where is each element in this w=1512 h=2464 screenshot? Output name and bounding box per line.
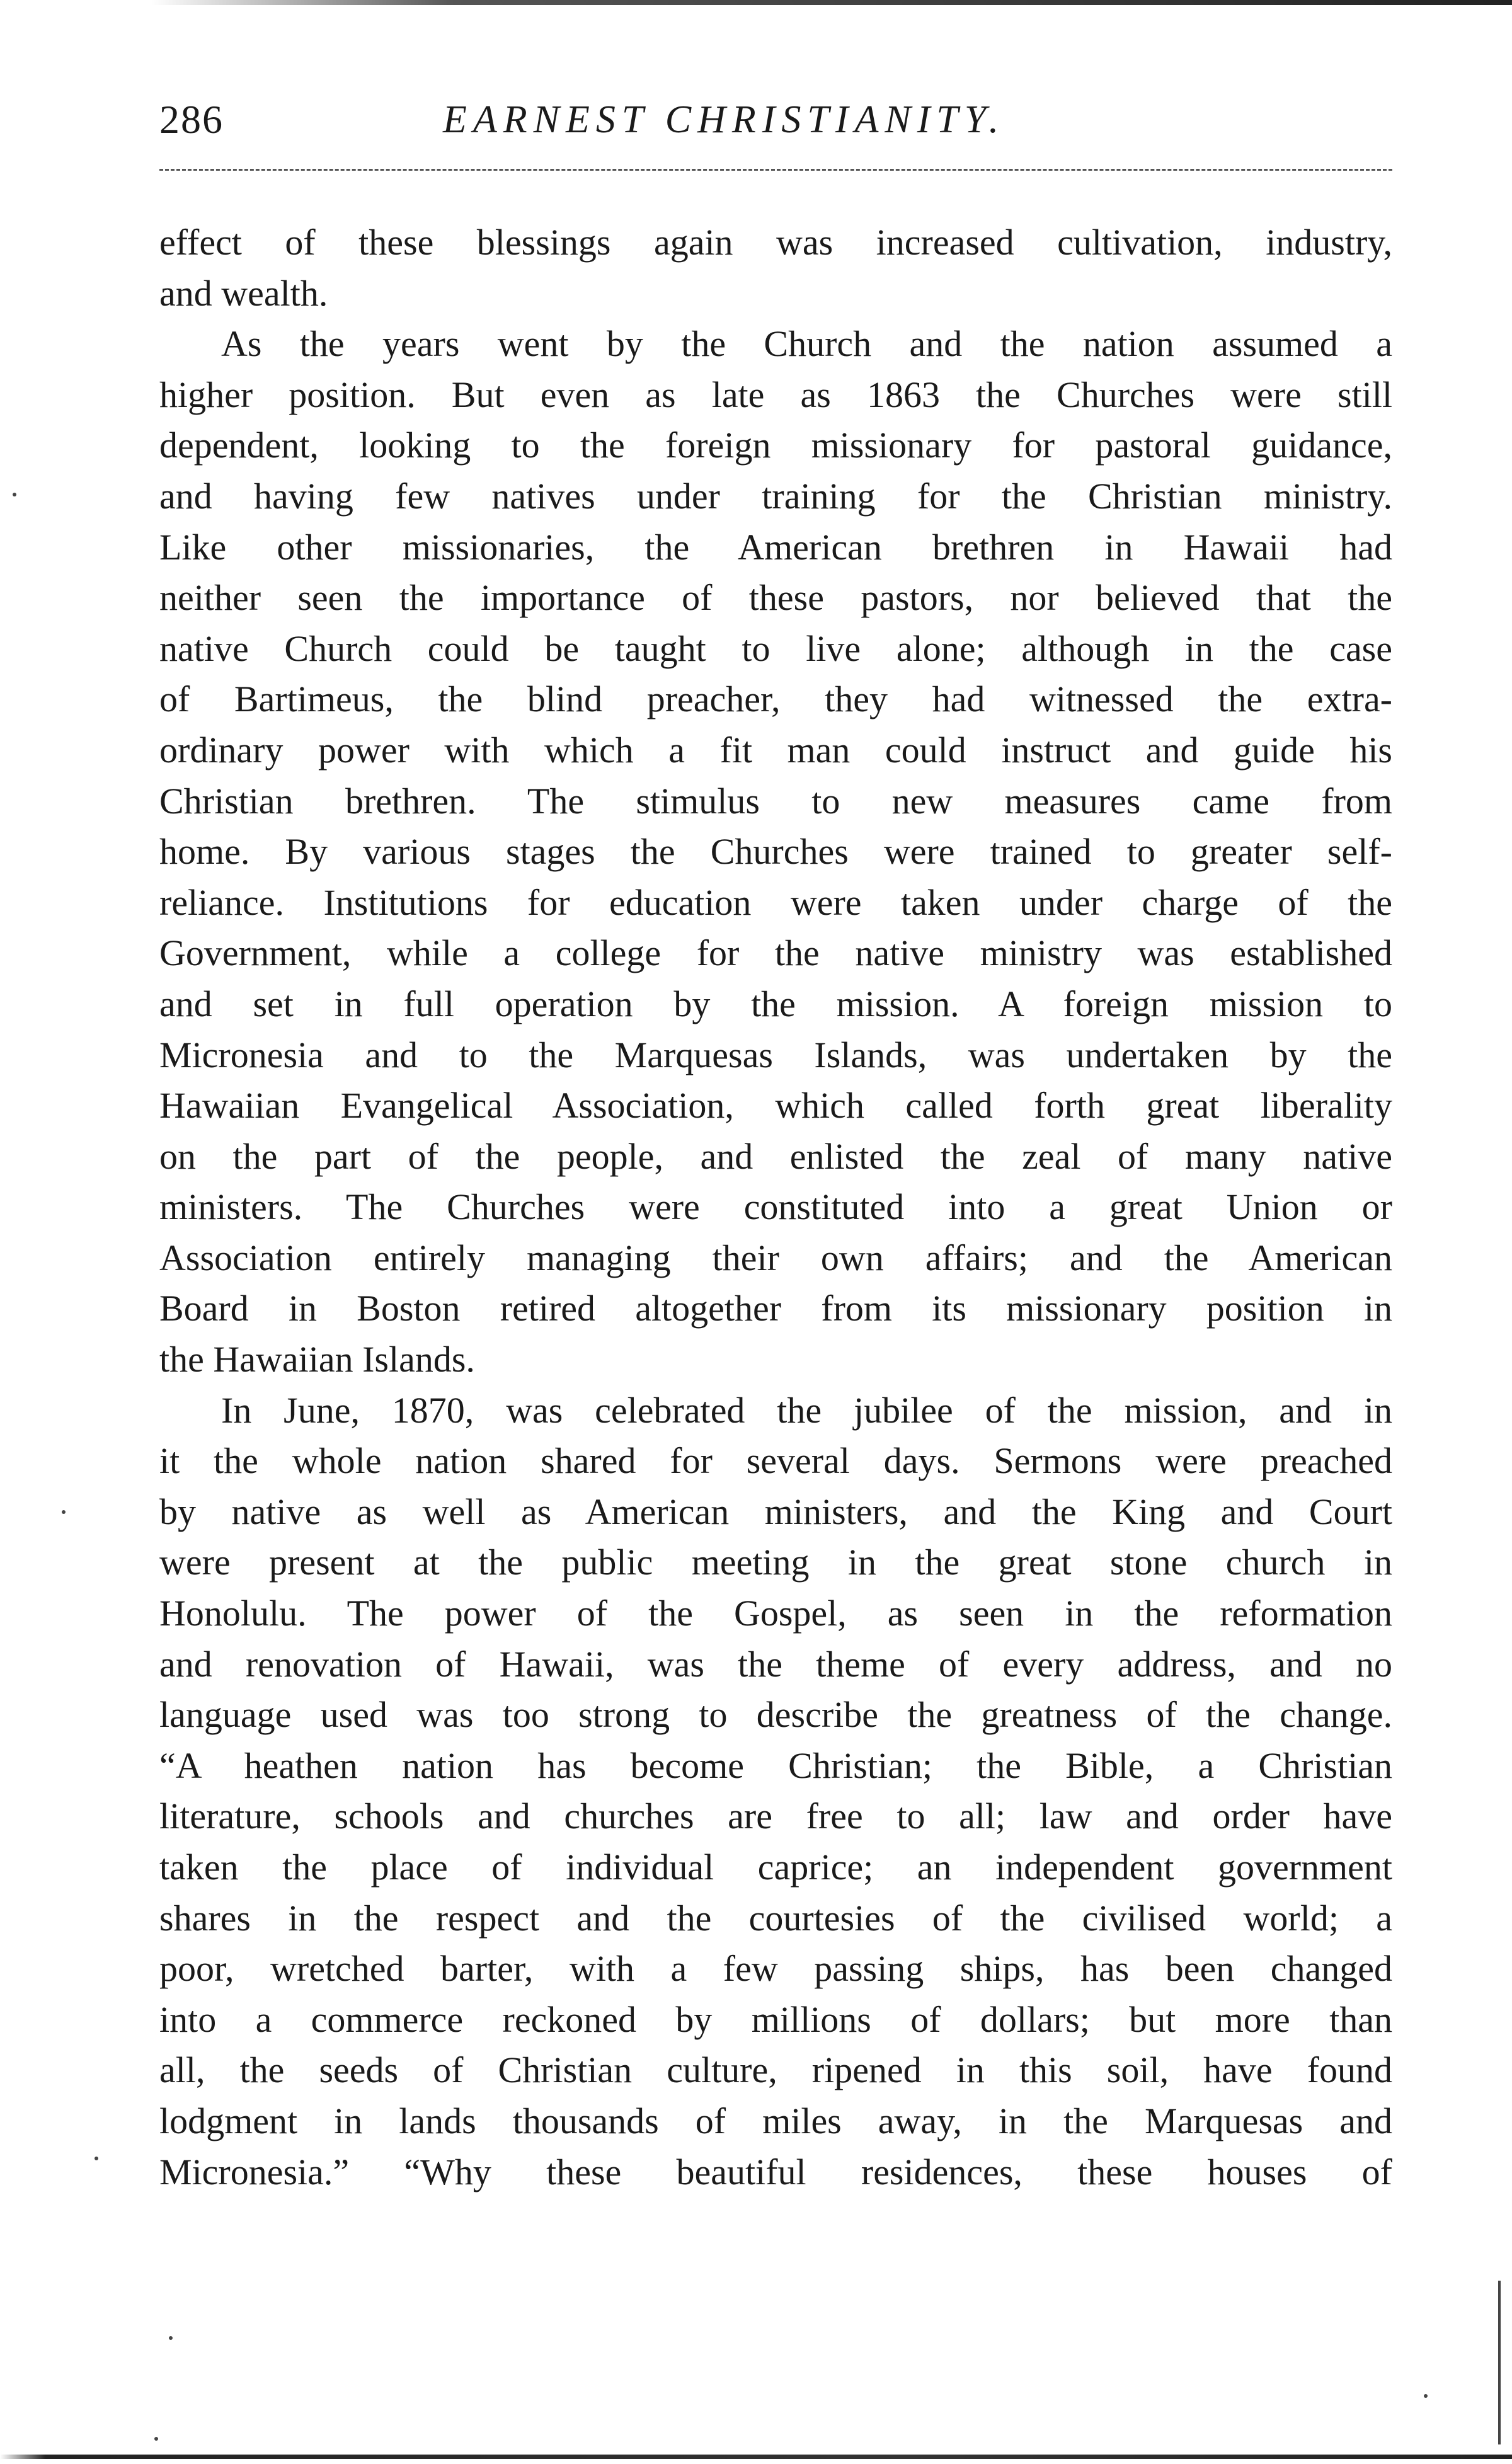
margin-speck (154, 2437, 158, 2441)
margin-speck (62, 1510, 66, 1514)
text-line: it the whole nation shared for several days. Sermons were preached (159, 1440, 1392, 1482)
text-line: and wealth. (159, 272, 328, 314)
text-line: poor, wretched barter, with a few passing ships, has been changed (159, 1948, 1392, 1990)
margin-speck (1424, 2394, 1428, 2398)
header-rule (159, 169, 1392, 171)
text-line: literature, schools and churches are free to all; law and order have (159, 1796, 1392, 1837)
page-edge-mark (1498, 2281, 1501, 2444)
page-number: 286 (159, 97, 224, 142)
text-line: and having few natives under training for the Christian ministry. (159, 475, 1392, 517)
margin-speck (169, 2336, 173, 2340)
text-line: lodgment in lands thousands of miles away, in the Marquesas and (159, 2100, 1392, 2141)
text-line: Like other missionaries, the American brethren in Hawaii had (159, 526, 1392, 568)
body-text (159, 217, 1392, 2198)
text-line: Micronesia.” “Why these beautiful residences, these houses of (159, 2151, 1392, 2192)
text-line: language used was too strong to describe the greatness of the change. (159, 1694, 1392, 1736)
text-line: ministers. The Churches were constituted into a great Union or (159, 1186, 1392, 1228)
text-line: effect of these blessings again was increased cultivation, industry, (159, 222, 1392, 263)
text-line: were present at the public meeting in the great stone church in (159, 1542, 1392, 1583)
text-line: home. By various stages the Churches were trained to greater self- (159, 831, 1392, 873)
text-line: Board in Boston retired altogether from its missionary position in (159, 1288, 1392, 1329)
text-line: into a commerce reckoned by millions of dollars; but more than (159, 1998, 1392, 2040)
margin-speck (13, 493, 16, 496)
text-line: higher position. But even as late as 1863 the Churches were still (159, 374, 1392, 415)
running-head: EARNEST CHRISTIANITY. (443, 98, 1005, 141)
text-line: dependent, looking to the foreign missionary for pastoral guidance, (159, 425, 1392, 466)
text-line: “A heathen nation has become Christian; the Bible, a Christian (159, 1745, 1392, 1786)
text-line: on the part of the people, and enlisted the zeal of many native (159, 1135, 1392, 1177)
text-line: neither seen the importance of these pastors, nor believed that the (159, 577, 1392, 619)
text-line: all, the seeds of Christian culture, ripened in this soil, have found (159, 2049, 1392, 2091)
text-line: of Bartimeus, the blind preacher, they had witnessed the extra- (159, 679, 1392, 720)
text-line: ordinary power with which a fit man could instruct and guide his (159, 729, 1392, 771)
text-line: reliance. Institutions for education were taken under charge of the (159, 881, 1392, 923)
text-line: As the years went by the Church and the nation assumed a (221, 323, 1392, 365)
text-line: and set in full operation by the mission. A foreign mission to (159, 983, 1392, 1024)
page-header (159, 95, 1392, 145)
text-line: Government, while a college for the native ministry was established (159, 932, 1392, 974)
text-line: the Hawaiian Islands. (159, 1339, 475, 1380)
bottom-edge-rule (0, 2455, 1512, 2459)
text-line: Micronesia and to the Marquesas Islands, was undertaken by the (159, 1034, 1392, 1075)
text-line: by native as well as American ministers, and the King and Court (159, 1491, 1392, 1532)
text-line: Honolulu. The power of the Gospel, as seen in the reformation (159, 1593, 1392, 1634)
text-line: In June, 1870, was celebrated the jubilee of the mission, and in (221, 1389, 1392, 1431)
text-line: native Church could be taught to live alone; although in the case (159, 627, 1392, 669)
text-line: shares in the respect and the courtesies of the civilised world; a (159, 1897, 1392, 1939)
text-line: Christian brethren. The stimulus to new measures came from (159, 780, 1392, 822)
top-edge-rule (0, 0, 1512, 5)
text-line: Hawaiian Evangelical Association, which called forth great liberality (159, 1085, 1392, 1126)
text-line: and renovation of Hawaii, was the theme of every address, and no (159, 1643, 1392, 1685)
margin-speck (94, 2157, 98, 2160)
text-line: Association entirely managing their own affairs; and the American (159, 1237, 1392, 1278)
text-line: taken the place of individual caprice; an independent government (159, 1847, 1392, 1888)
